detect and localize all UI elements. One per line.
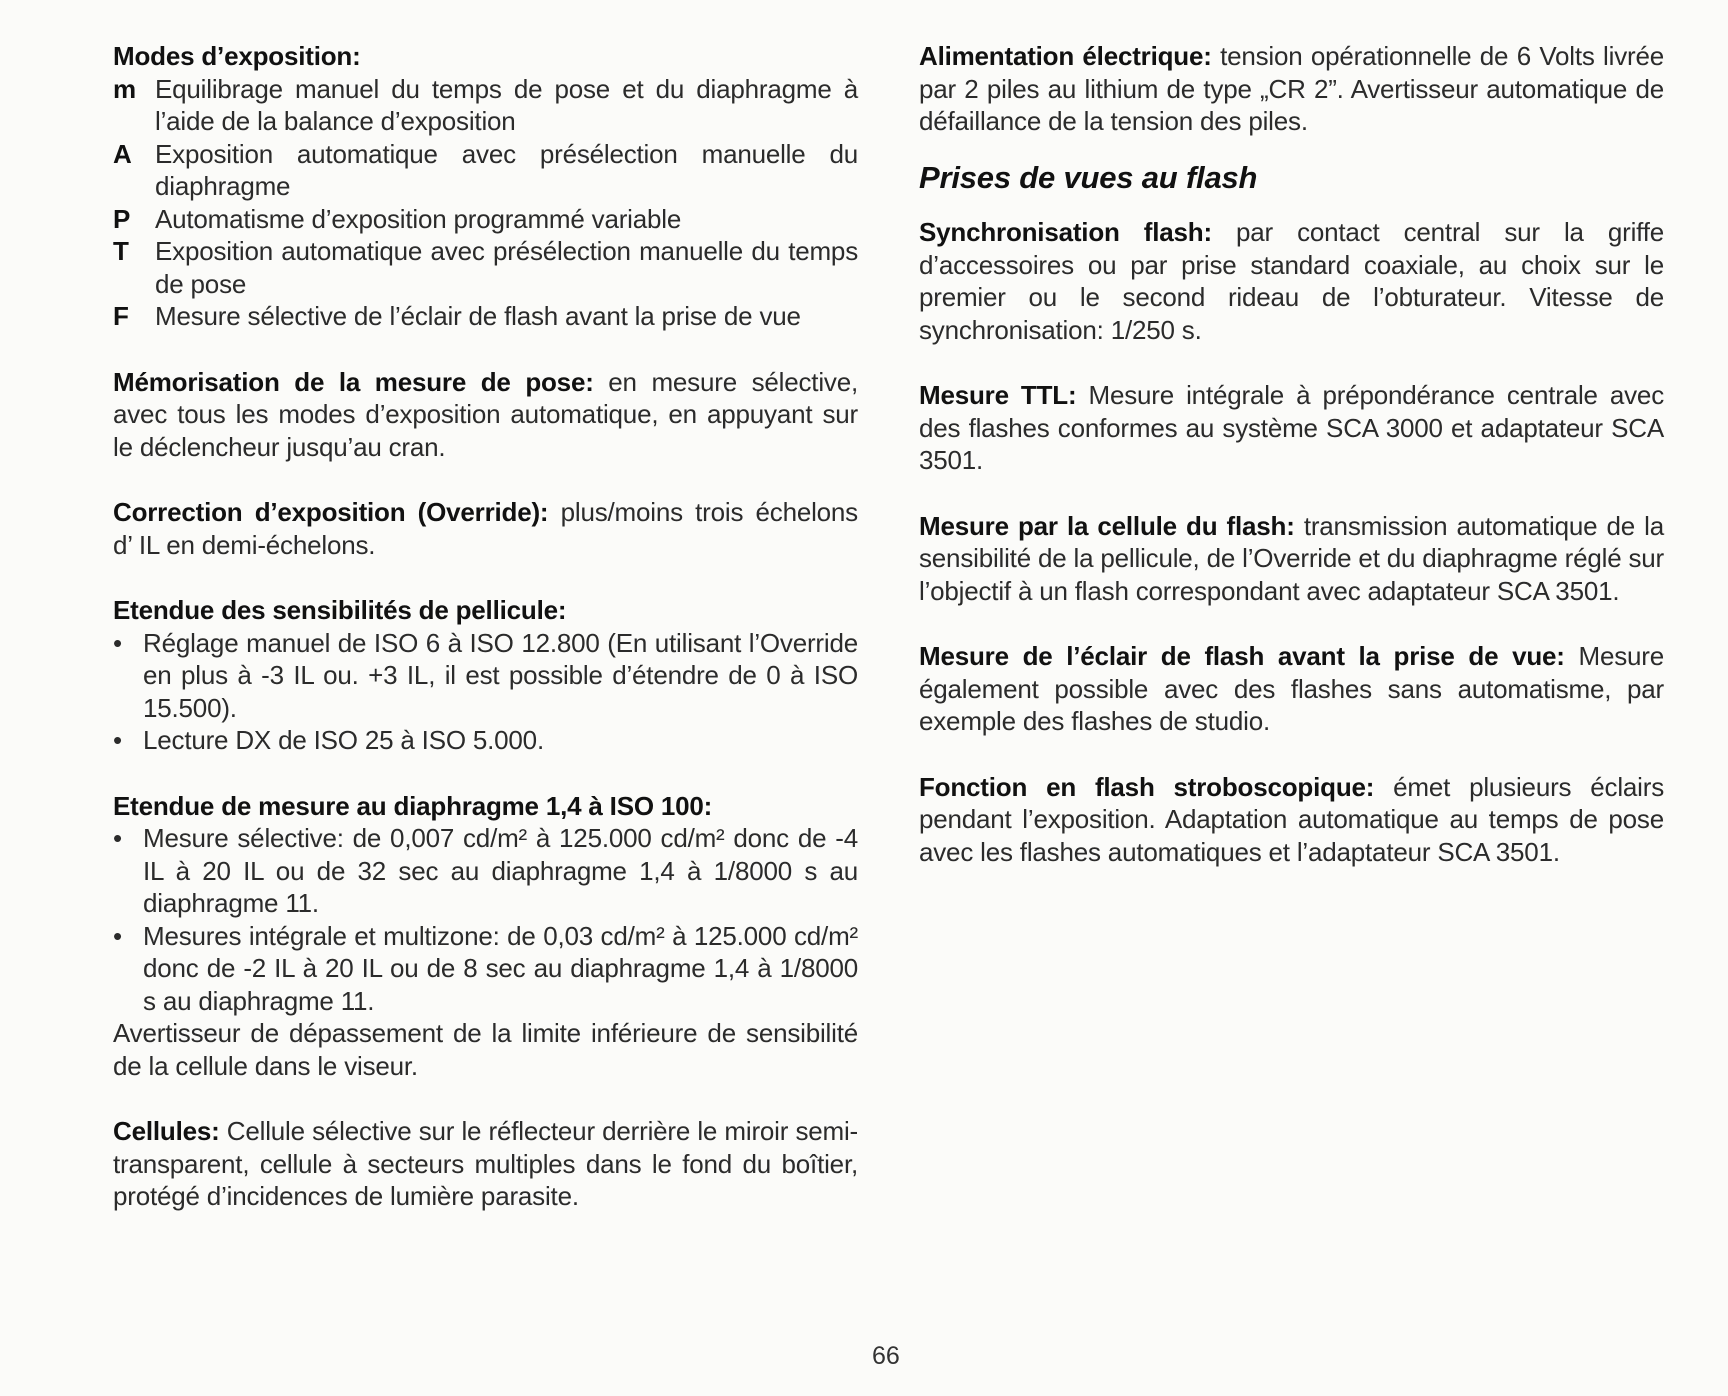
- mode-text: Automatisme d’exposition programmé variable: [155, 203, 682, 234]
- sensibilites-section: [113, 594, 858, 757]
- ttl-text: Mesure intégrale à prépondérance centrale avec des flashes conformes au système SCA 3000 et adaptateur SCA 3501.: [919, 380, 1664, 475]
- mode-item: [113, 138, 858, 203]
- left-column: [113, 40, 858, 1246]
- eclair-text: Mesure également possible avec des flashes sans automatisme, par exemple des flashes de studio.: [919, 641, 1664, 736]
- modes-section: [113, 40, 858, 333]
- memorisation-text: en mesure sélective, avec tous les modes d’exposition automatique, en appuyant sur le déclencheur jusqu’au cran.: [113, 366, 858, 462]
- stroboscopique-section: [919, 771, 1664, 869]
- eclair-section: [919, 640, 1664, 738]
- cellules-text: Cellule sélective sur le réflecteur derrière le miroir semi-transparent, cellule à secteurs multiples dans le fond du boîtier, protégé d’incidences de lumière parasite.: [113, 1116, 858, 1211]
- synchronisation-text: par contact central sur la griffe d’accessoires ou par prise standard coaxiale, au choix sur le premier ou le second rideau de l’obturateur. Vitesse de synchronisation: 1/250 s.: [919, 217, 1664, 345]
- cellule-flash-section: [919, 510, 1664, 608]
- bullet-icon: •: [113, 627, 122, 658]
- cellules-section: [113, 1115, 858, 1213]
- bullet-text: Mesure sélective: de 0,007 cd/m² à 125.000 cd/m² donc de -4 IL à 20 IL ou de 32 sec au diaphragme 1,4 à 1/8000 s au diaphragme 11.: [143, 823, 858, 918]
- bullet-text: Réglage manuel de ISO 6 à ISO 12.800 (En utilisant l’Override en plus à -3 IL ou. +3 IL, il est possible d’étendre de 0 à ISO 15.500).: [143, 627, 858, 723]
- bullet-icon: •: [113, 725, 122, 755]
- synchronisation-section: [919, 216, 1664, 346]
- right-column: [919, 40, 1664, 901]
- bullet-text: Lecture DX de ISO 25 à ISO 5.000.: [143, 725, 544, 755]
- sensibilites-heading: Etendue des sensibilités de pellicule:: [113, 595, 567, 625]
- etendue-mesure-section: [113, 790, 858, 1083]
- correction-section: [113, 496, 858, 561]
- stroboscopique-term: Fonction en flash stroboscopique:: [919, 771, 1375, 802]
- modes-heading: Modes d’exposition:: [113, 41, 361, 71]
- flash-section-title: Prises de vues au flash: [919, 159, 1258, 195]
- bullet-item: [113, 822, 858, 920]
- mode-key: m: [113, 73, 136, 104]
- alimentation-section: [919, 40, 1664, 138]
- bullet-icon: •: [113, 823, 122, 853]
- etendue-mesure-note: Avertisseur de dépassement de la limite inférieure de sensibilité de la cellule dans le viseur.: [113, 1018, 858, 1081]
- alimentation-term: Alimentation électrique:: [919, 41, 1212, 71]
- mode-key: F: [113, 301, 129, 331]
- bullet-item: [113, 724, 858, 757]
- correction-text: plus/moins trois échelons d’ IL en demi-échelons.: [113, 497, 858, 560]
- stroboscopique-text: émet plusieurs éclairs pendant l’exposition. Adaptation automatique au temps de pose avec les flashes automatiques et l’adaptateur SCA 3501.: [919, 771, 1664, 867]
- mode-text: Exposition automatique avec présélection manuelle du diaphragme: [155, 138, 858, 201]
- alimentation-text: tension opérationnelle de 6 Volts livrée par 2 piles au lithium de type „CR 2”. Avertisseur automatique de défaillance de la tension des piles.: [919, 41, 1664, 136]
- synchronisation-term: Synchronisation flash:: [919, 217, 1212, 247]
- ttl-section: [919, 379, 1664, 477]
- mode-key: T: [113, 236, 129, 266]
- mode-text: Exposition automatique avec présélection manuelle du temps de pose: [155, 236, 858, 299]
- correction-term: Correction d’exposition (Override):: [113, 497, 549, 527]
- cellule-flash-text: transmission automatique de la sensibilité de la pellicule, de l’Override et du diaphragme réglé sur l’objectif à un flash correspondant avec adaptateur SCA 3501.: [919, 510, 1665, 606]
- cellules-term: Cellules:: [113, 1116, 220, 1146]
- bullet-item: [113, 627, 858, 725]
- mode-key: P: [113, 203, 131, 234]
- page-number: 66: [872, 1342, 900, 1370]
- etendue-mesure-heading: Etendue de mesure au diaphragme 1,4 à ISO 100:: [113, 790, 713, 821]
- mode-item: [113, 73, 858, 138]
- mode-key: A: [113, 138, 132, 169]
- memorisation-section: [113, 366, 858, 464]
- bullet-item: [113, 920, 858, 1018]
- mode-item: [113, 203, 858, 236]
- bullet-text: Mesures intégrale et multizone: de 0,03 cd/m² à 125.000 cd/m² donc de -2 IL à 20 IL ou de 8 sec au diaphragme 1,4 à 1/8000 s au diaphragme 11.: [143, 920, 858, 1016]
- eclair-term: Mesure de l’éclair de flash avant la prise de vue:: [919, 641, 1565, 671]
- mode-text: Equilibrage manuel du temps de pose et du diaphragme à l’aide de la balance d’exposition: [155, 73, 858, 136]
- mode-item: [113, 235, 858, 300]
- ttl-term: Mesure TTL:: [919, 380, 1077, 410]
- mode-text: Mesure sélective de l’éclair de flash avant la prise de vue: [155, 301, 801, 331]
- mode-item: [113, 300, 858, 333]
- bullet-icon: •: [113, 920, 122, 951]
- memorisation-term: Mémorisation de la mesure de pose:: [113, 366, 594, 397]
- cellule-flash-term: Mesure par la cellule du flash:: [919, 510, 1295, 541]
